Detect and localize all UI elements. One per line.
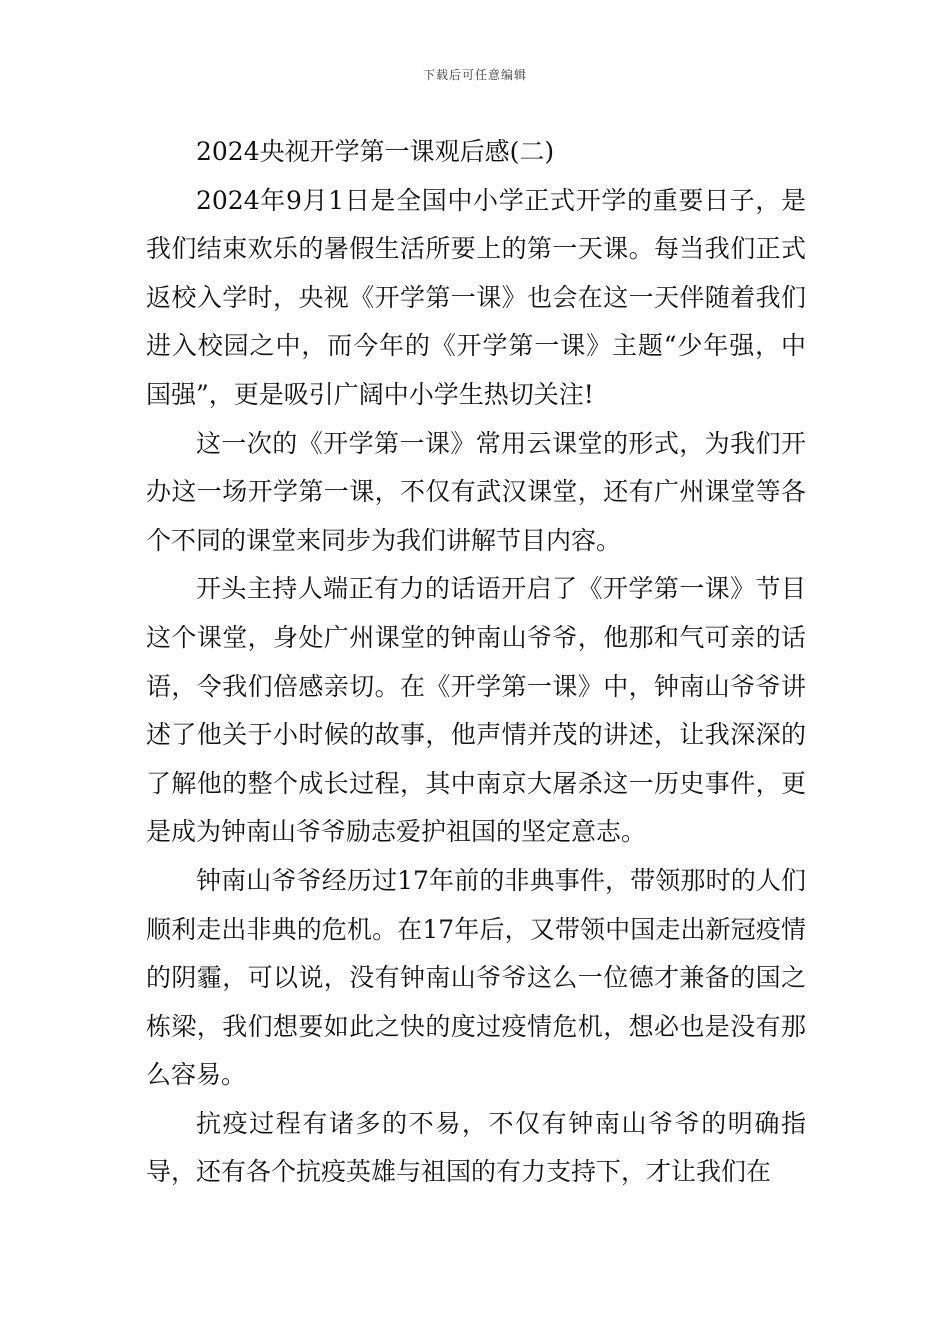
document-body (146, 128, 806, 1197)
header-note: 下载后可任意编辑 (422, 68, 527, 82)
paragraph: 2024年9月1日是全国中小学正式开学的重要日子，是我们结束欢乐的暑假生活所要上的第一天课。每当我们正式返校入学时，央视《开学第一课》也会在这一天伴随着我们进入校园之中，而今年的《开学第一课》主题“少年强，中国强”，更是吸引广阔中小学生热切关注! (146, 185, 806, 409)
paragraph: 开头主持人端正有力的话语开启了《开学第一课》节目这个课堂，身处广州课堂的钟南山爷爷，他那和气可亲的话语，令我们倍感亲切。在《开学第一课》中，钟南山爷爷讲述了他关于小时候的故事，他声情并茂的讲述，让我深深的了解他的整个成长过程，其中南京大屠杀这一历史事件，更是成为钟南山爷爷励志爱护祖国的坚定意志。 (146, 574, 806, 847)
paragraph: 这一次的《开学第一课》常用云课堂的形式，为我们开办这一场开学第一课，不仅有武汉课堂，还有广州课堂等各个不同的课堂来同步为我们讲解节目内容。 (146, 428, 806, 555)
paragraph: 钟南山爷爷经历过17年前的非典事件，带领那时的人们顺利走出非典的危机。在17年后，又带领中国走出新冠疫情的阴霾，可以说，没有钟南山爷爷这么一位德才兼备的国之栋梁，我们想要如此之快的度过疫情危机，想必也是没有那么容易。 (146, 865, 806, 1090)
document-title: 2024央视开学第一课观后感(二) (196, 137, 555, 166)
paragraph: 抗疫过程有诸多的不易，不仅有钟南山爷爷的明确指导，还有各个抗疫英雄与祖国的有力支持下，才让我们在 (146, 1108, 806, 1187)
